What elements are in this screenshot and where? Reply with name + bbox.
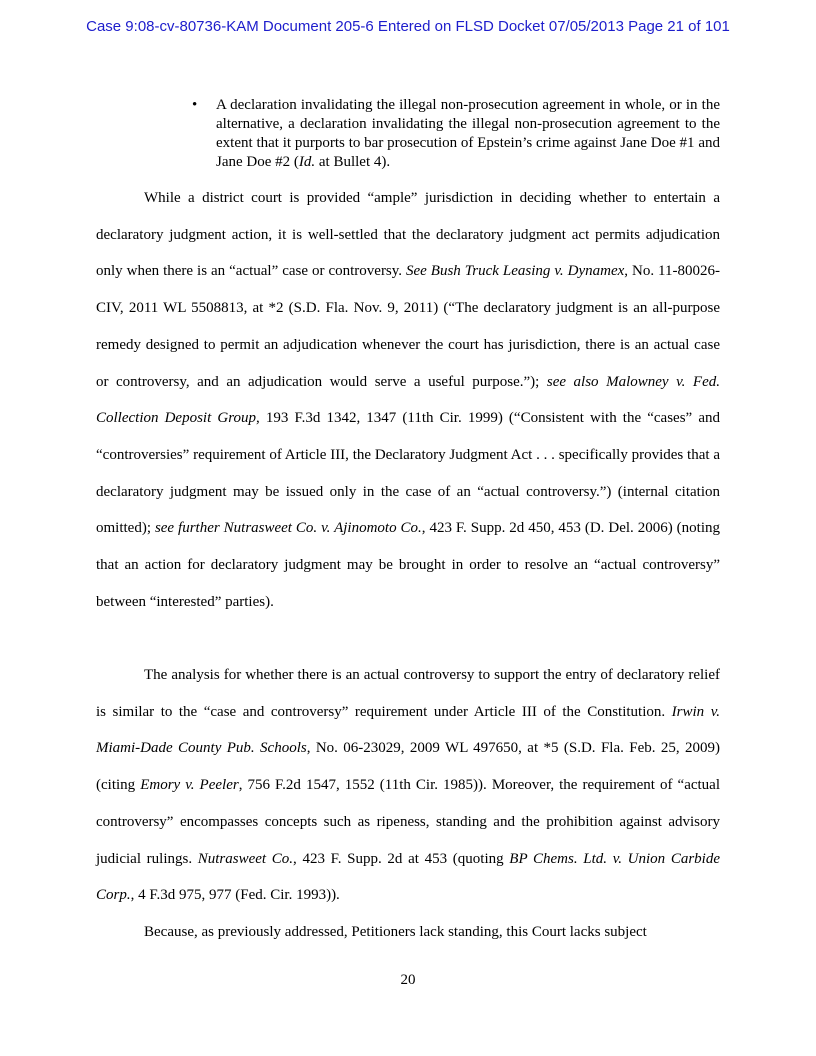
p2-text-4: , 423 F. Supp. 2d at 453 (quoting [293,850,510,867]
bullet-citation-id: Id. [298,154,316,170]
p2-case-nutrasweet-short: Nutrasweet Co. [197,850,294,867]
p1-text-2: , No. 11-80026-CIV, 2011 WL 5508813, at *2 (S.D. Fla. Nov. 9, 2011) (“The declaratory judgment is an all-purpose remedy designed to permit an adjudication whenever the court has jurisdiction, there is an actual case or controversy, and an adjudication would serve a useful purpose.”); [96,263,720,390]
bullet-item [192,96,720,172]
bullet-text [216,96,720,172]
p2-text-2: , No. 06-23029, 2009 WL 497650, at *5 (S.D. Fla. Feb. 25, 2009) (citing [96,740,720,794]
p1-text-3: , 193 F.3d 1342, 1347 (11th Cir. 1999) (“Consistent with the “cases” and “controversies” requirement of Article III, the Declaratory Judgment Act . . . specifically provides that a declaratory judgment may be issued only in the case of an “actual controversy.”) (internal citation omitted); [96,410,720,537]
p3-text-1: Because, as previously addressed, Petitioners lack standing, this Court lacks subject [144,924,647,940]
bullet-text-1: A declaration invalidating the illegal non-prosecution agreement in whole, or in the alternative, a declaration invalidating the illegal non-prosecution agreement to the extent that it purports to bar prosecution of Epstein’s crime against Jane Doe #1 and Jane Doe #2 ( [216,97,720,170]
paragraph-actual-controversy [96,657,720,914]
p2-text-5: , 4 F.3d 975, 977 (Fed. Cir. 1993)). [130,887,340,904]
p1-case-malowney: see also Malowney v. Fed. Collection Deposit Group [96,373,720,427]
paragraph-standing [96,914,720,951]
p1-text-4: , 423 F. Supp. 2d 450, 453 (D. Del. 2006) (noting that an action for declaratory judgment may be brought in order to resolve an “actual controversy” between “interested” parties). [96,520,720,610]
p1-text-1: While a district court is provided “ample” jurisdiction in deciding whether to entertain a declaratory judgment action, it is well-settled that the declaratory judgment act permits adjudication only when there is an “actual” case or controversy. [96,190,720,280]
p1-case-bush-truck: See Bush Truck Leasing v. Dynamex [406,263,625,280]
bullet-mark: • [192,97,198,113]
court-filing-stamp: Case 9:08-cv-80736-KAM Document 205-6 Entered on FLSD Docket 07/05/2013 Page 21 of 101 [86,18,730,35]
p2-text-3: , 756 F.2d 1547, 1552 (11th Cir. 1985)). Moreover, the requirement of “actual controversy” encompasses concepts such as ripeness, standing and the prohibition against advisory judicial rulings. [96,777,720,867]
p2-case-irwin: Irwin v. Miami-Dade County Pub. Schools [96,703,720,757]
paragraph-declaratory-jurisdiction [96,180,720,620]
p2-case-emory: Emory v. Peeler [140,777,239,794]
p2-text-1: The analysis for whether there is an actual controversy to support the entry of declaratory relief is similar to the “case and controversy” requirement under Article III of the Constitution. [96,667,720,720]
p2-case-bp-chems: BP Chems. Ltd. v. Union Carbide Corp. [96,850,720,904]
bullet-text-2: at Bullet 4). [315,154,391,170]
p1-case-nutrasweet: see further Nutrasweet Co. v. Ajinomoto Co. [154,520,422,537]
page-number: 20 [400,972,416,988]
